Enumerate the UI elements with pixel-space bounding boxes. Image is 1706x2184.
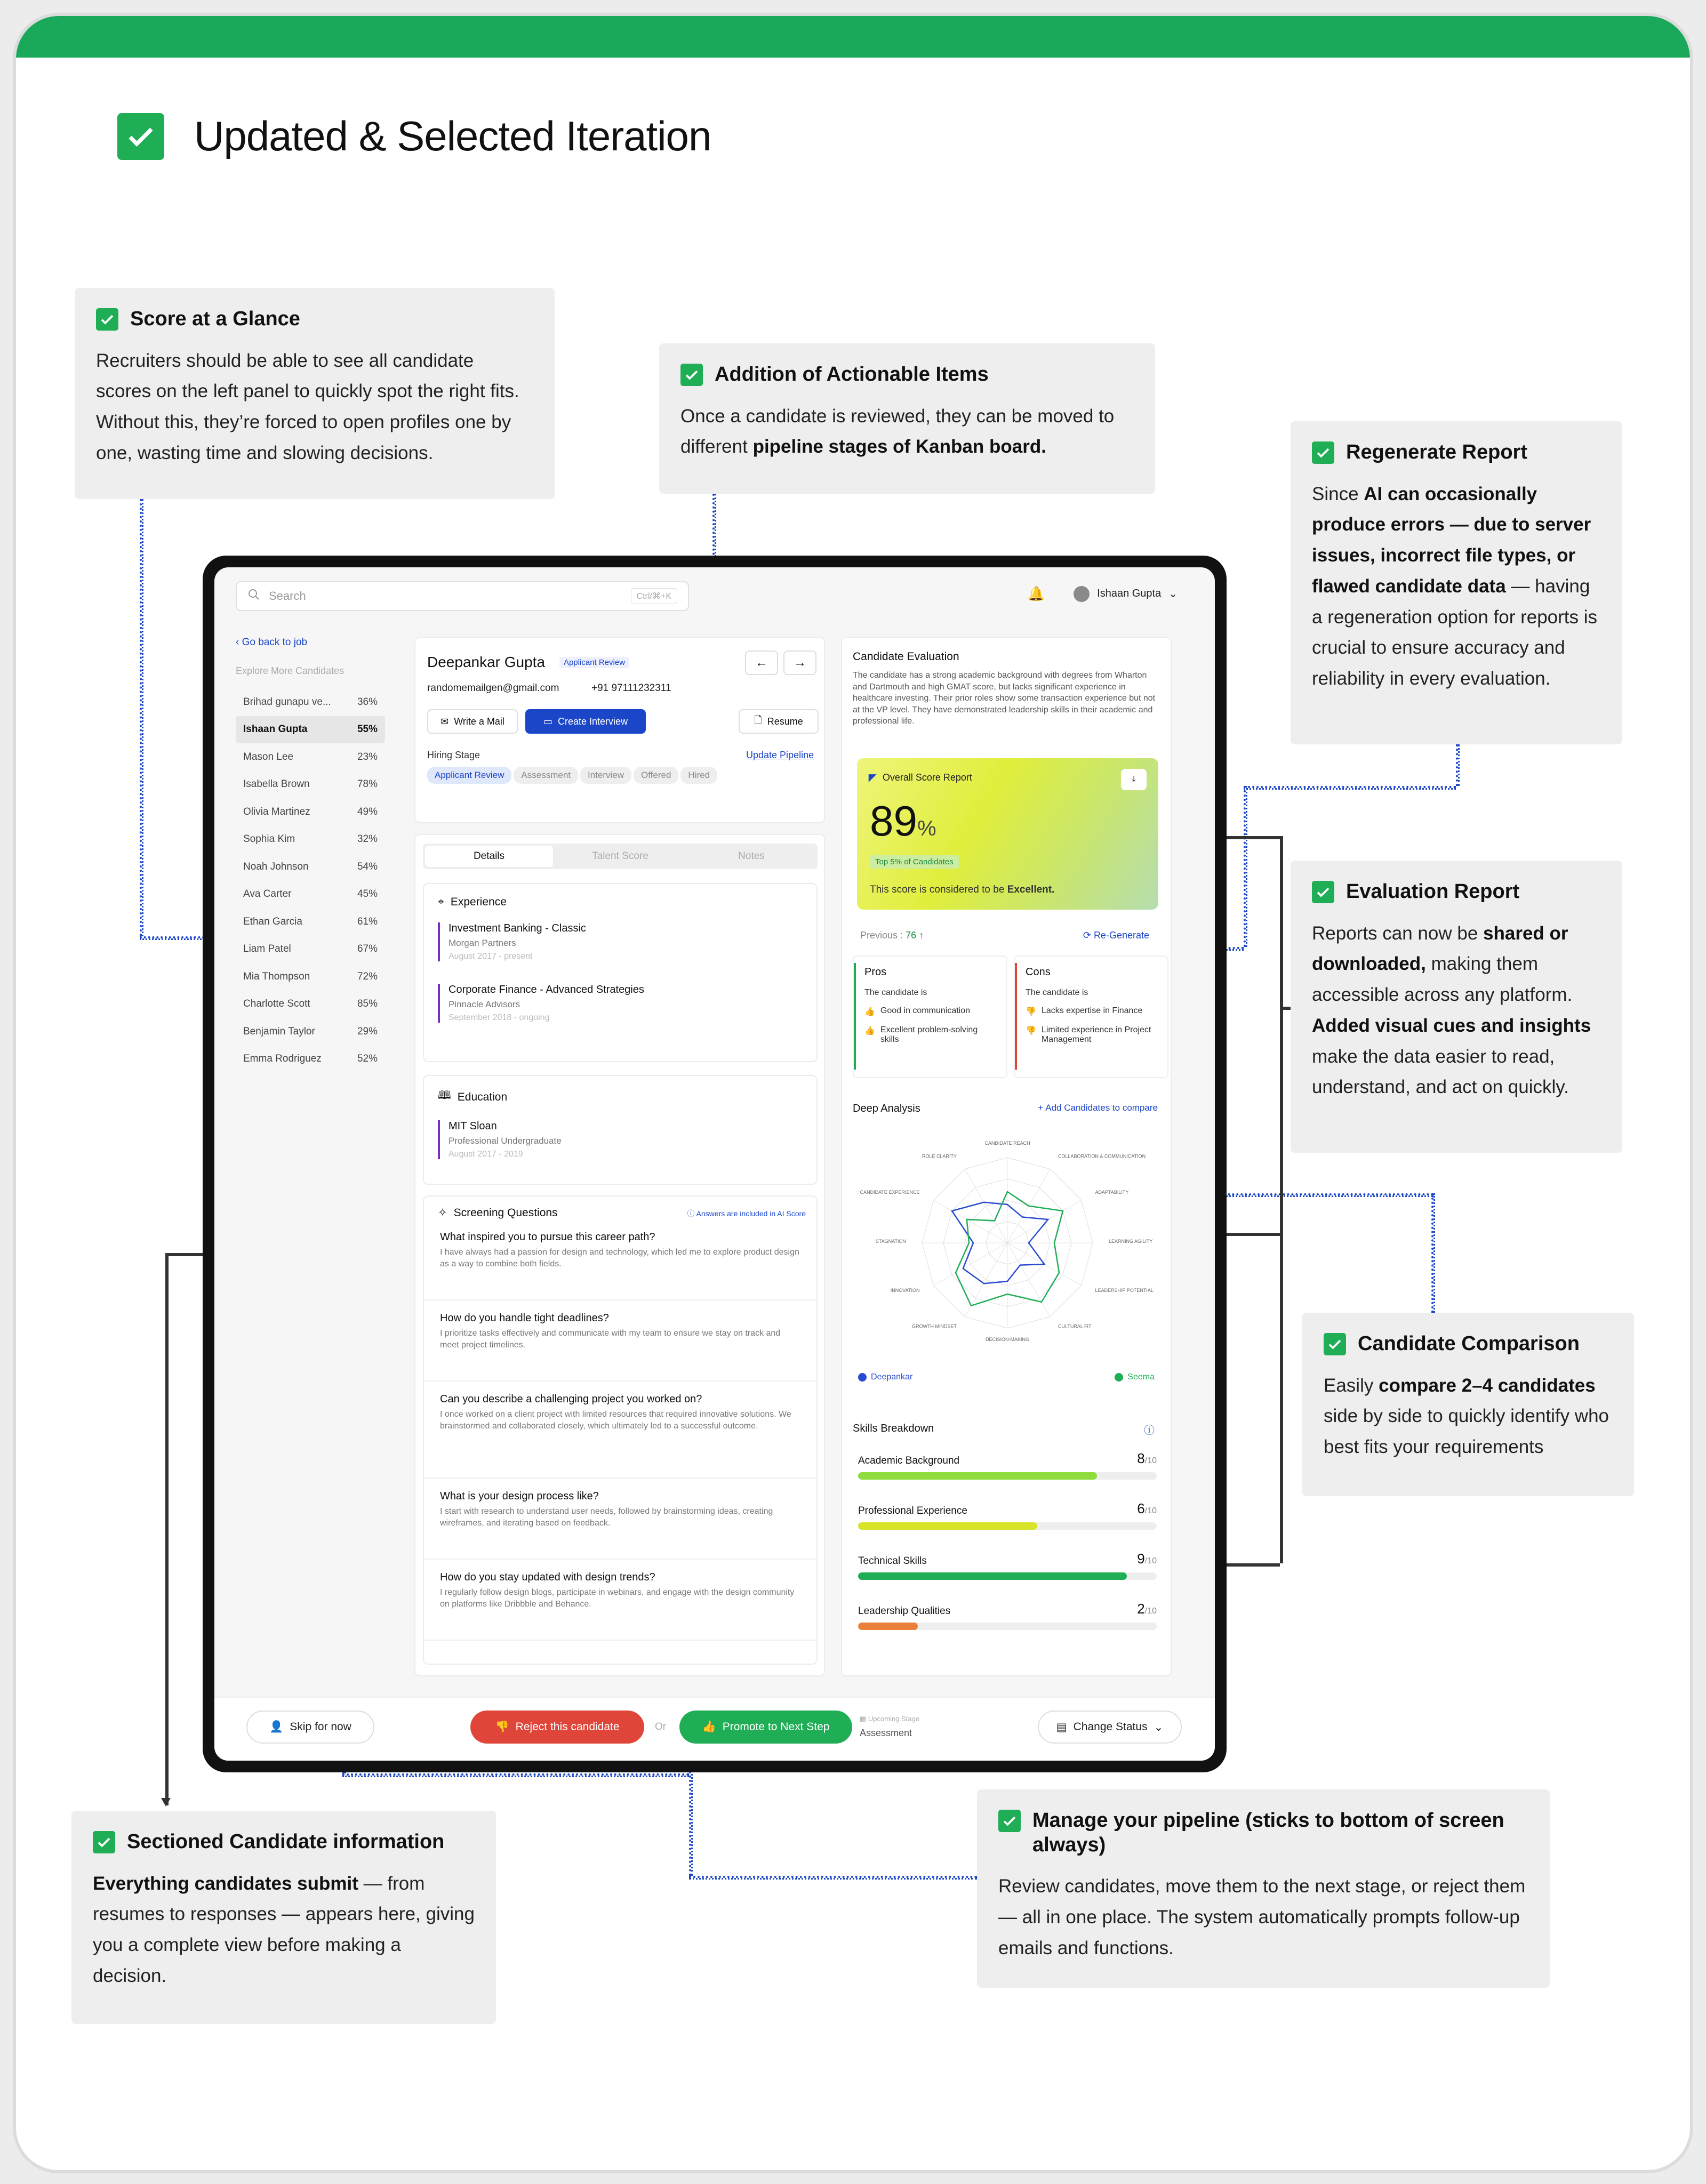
deep-analysis-title: Deep Analysis [853, 1103, 920, 1114]
candidate-score: 54% [357, 861, 378, 872]
thumbs-down-icon: 👎 [1026, 1026, 1036, 1035]
radar-axis [1007, 1243, 1050, 1317]
candidate-score: 55% [357, 724, 378, 735]
download-button[interactable] [1121, 769, 1147, 790]
skill-row [858, 1500, 1157, 1530]
radar-axis [1007, 1200, 1082, 1243]
connector-line [1456, 744, 1460, 786]
candidate-score: 32% [357, 833, 378, 845]
answer-text: I regularly follow design blogs, participate in webinars, and engage with the design community on platforms like Dribbble and Behance. [440, 1588, 795, 1609]
note-body: Review candidates, move them to the next stage, or reject them — all in one place. The system automatically prompts follow-up emails and functions. [998, 1876, 1526, 1958]
candidate-name: Noah Johnson [243, 861, 309, 872]
stage-chip[interactable]: Interview [580, 767, 631, 784]
calendar-icon: ▦ [860, 1715, 868, 1723]
score-card [857, 758, 1158, 910]
note-body: Since AI can occasionally produce errors — due to server issues, incorrect file types, or flawed candidate data — having a regeneration option for reports is crucial to ensure accuracy and reliability in every evaluation. [1312, 483, 1598, 689]
skill-bar [858, 1472, 1157, 1480]
skill-bar-fill [858, 1572, 1127, 1580]
score-verdict: This score is considered to be Excellent. [870, 884, 1055, 895]
pin-icon: ⌖ [438, 896, 444, 908]
radar-axis-label: COLLABORATION & COMMUNICATION [1058, 1153, 1146, 1159]
candidate-score: 78% [357, 778, 378, 790]
device-frame [203, 556, 1227, 1772]
resume-button[interactable]: 🗋 Resume [739, 709, 819, 734]
skill-value: 2/10 [1137, 1601, 1157, 1617]
candidate-row[interactable] [236, 853, 385, 881]
candidate-row[interactable] [236, 1046, 385, 1073]
tab-details[interactable]: Details [425, 846, 553, 867]
note-actionable-items [659, 343, 1155, 494]
user-name: Ishaan Gupta [1097, 588, 1162, 599]
candidate-score: 61% [357, 916, 378, 927]
candidate-row[interactable] [236, 963, 385, 991]
arrow-left-icon: ← [755, 655, 768, 670]
candidate-name: Ishaan Gupta [243, 724, 308, 735]
experience-item: Investment Banking - Classic Morgan Partners August 2017 - present [438, 922, 803, 961]
add-compare-button[interactable]: + Add Candidates to compare [1038, 1103, 1158, 1113]
candidate-row[interactable] [236, 771, 385, 799]
question-text: How do you handle tight deadlines? [440, 1312, 609, 1324]
candidate-name: Deepankar Gupta [427, 654, 546, 670]
candidate-name: Brihad gunapu ve... [243, 696, 331, 708]
stage-chip[interactable]: Assessment [514, 767, 578, 784]
note-sectioned-info [71, 1811, 496, 2024]
or-label: Or [655, 1721, 667, 1732]
status-icon: ▤ [1056, 1721, 1067, 1733]
candidate-row[interactable] [236, 908, 385, 936]
education-title: 🕮 Education [438, 1088, 803, 1106]
create-interview-button[interactable]: ▭ Create Interview [525, 709, 646, 734]
note-title: Score at a Glance [130, 308, 300, 330]
skill-value: 9/10 [1137, 1551, 1157, 1567]
thumbs-down-icon: 👎 [1026, 1007, 1036, 1016]
tab-talent-score[interactable]: Talent Score [592, 850, 648, 862]
back-link[interactable]: ‹ Go back to job [236, 637, 308, 648]
status-badge: Applicant Review [559, 657, 629, 668]
screening-title: ✧ Screening Questions [438, 1206, 558, 1219]
page-title: Updated & Selected Iteration [194, 113, 711, 159]
reject-button[interactable]: 👎 Reject this candidate [470, 1711, 644, 1744]
skill-bar [858, 1572, 1157, 1580]
pros-item: 👍 Good in communication [864, 1006, 971, 1016]
user-menu[interactable] [1028, 585, 1178, 602]
note-title: Evaluation Report [1346, 880, 1520, 903]
thumbs-up-icon: 👍 [702, 1721, 716, 1733]
answer-text: I start with research to understand user needs, followed by brainstorming ideas, creating wireframes, and iterating based on feedback. [440, 1507, 773, 1528]
note-title: Addition of Actionable Items [715, 363, 989, 386]
candidate-name: Mia Thompson [243, 970, 310, 982]
note-title: Manage your pipeline (sticks to bottom of screen always) [1032, 1809, 1504, 1856]
candidate-score: 85% [357, 998, 378, 1010]
connector-line [1244, 786, 1456, 790]
candidate-list-panel [236, 637, 385, 1073]
candidate-row[interactable] [236, 826, 385, 854]
radar-axis-label: LEADERSHIP POTENTIAL [1095, 1288, 1154, 1293]
overall-score: 89% [870, 797, 936, 845]
stage-chips [427, 767, 719, 784]
check-icon [680, 364, 703, 386]
experience-section [423, 883, 818, 1062]
candidate-name: Liam Patel [243, 943, 291, 955]
change-status-dropdown[interactable]: ▤ Change Status ⌄ [1038, 1711, 1182, 1744]
evaluation-summary: The candidate has a strong academic background with degrees from Wharton and Dartmouth and high GMAT score, but lacks significant experience in healthcare investing. Their prior roles show some transaction experience but not at the VP level. They have demonstrated leadership skills in their academic and professional life. [853, 671, 1156, 726]
answer-text: I have always had a passion for design and technology, which led me to explore product design as a way to combine both fields. [440, 1248, 799, 1269]
explore-label: Explore More Candidates [236, 665, 345, 676]
skill-bar [858, 1623, 1157, 1630]
candidate-email: randomemailgen@gmail.com [427, 682, 559, 694]
radar-axis-label: CANDIDATE EXPERIENCE [860, 1190, 920, 1195]
candidate-row[interactable] [236, 716, 385, 744]
note-manage-pipeline [977, 1789, 1550, 1988]
note-title: Sectioned Candidate information [127, 1830, 445, 1853]
connector-line [165, 1253, 169, 1805]
stage-chip[interactable]: Hired [680, 767, 717, 784]
upcoming-stage-label: ▦ Upcoming Stage [860, 1715, 920, 1723]
connector-line [1280, 836, 1283, 1563]
pros-item: 👍 Excellent problem-solving skills [864, 1025, 978, 1044]
candidate-score: 23% [357, 751, 378, 762]
search-icon [247, 588, 260, 604]
note-body: Reports can now be shared or downloaded, making them accessible across any platform. Added visual cues and insights make the data easier to read, understand, and act on quickly. [1312, 922, 1591, 1098]
write-mail-button[interactable]: ✉ Write a Mail [427, 709, 518, 734]
note-regenerate-report [1291, 421, 1622, 744]
chevron-down-icon: ⌄ [1168, 588, 1178, 600]
cons-title: Cons [1026, 966, 1051, 978]
page-header [117, 112, 711, 160]
candidate-name: Ava Carter [243, 888, 292, 900]
candidate-row[interactable] [236, 688, 385, 716]
candidate-score: 29% [357, 1025, 378, 1037]
next-candidate-button[interactable] [783, 651, 816, 675]
search-input[interactable] [236, 581, 689, 611]
promote-button[interactable]: 👍 Promote to Next Step [679, 1711, 852, 1744]
plus-icon: + [1038, 1103, 1046, 1113]
cons-item: 👎 Lacks expertise in Finance [1026, 1006, 1143, 1016]
evaluation-panel [841, 637, 1172, 1676]
sparkle-icon: ✧ [438, 1207, 447, 1219]
radar-axis-label: CULTURAL FIT [1058, 1323, 1092, 1329]
evaluation-title: Candidate Evaluation [853, 651, 959, 663]
skill-value: 8/10 [1137, 1450, 1157, 1466]
answer-text: I once worked on a client project with limited resources that required innovative solutions. We brainstormed and collaborated closely, which ultimately led to a successful outcome. [440, 1410, 791, 1431]
candidate-name: Ethan Garcia [243, 916, 302, 927]
app-screen [214, 567, 1215, 1761]
connector-line [1244, 786, 1247, 947]
note-body: Recruiters should be able to see all candidate scores on the left panel to quickly spot the right fits. Without this, they’re forced to open profiles one by one, wasting time and slowing decisions. [96, 350, 519, 463]
skill-name: Leadership Qualities [858, 1605, 951, 1617]
arrow-up-icon: ↑ [916, 930, 924, 941]
radar-series [956, 1192, 1063, 1306]
skill-row [858, 1601, 1157, 1630]
avatar [1074, 586, 1090, 602]
candidate-score: 52% [357, 1053, 378, 1065]
bell-icon[interactable]: 🔔 [1027, 585, 1045, 601]
candidate-name: Isabella Brown [243, 778, 310, 790]
top-badge: Top 5% of Candidates [870, 855, 959, 869]
radar-axis-label: INNOVATION [890, 1288, 920, 1293]
connector-line [1280, 1007, 1291, 1010]
question-text: What is your design process like? [440, 1490, 599, 1502]
details-card [414, 834, 825, 1676]
check-icon [1324, 1333, 1346, 1355]
cons-accent [1015, 963, 1017, 1070]
candidate-score: 49% [357, 806, 378, 817]
candidate-row[interactable] [236, 881, 385, 909]
note-candidate-comparison [1302, 1313, 1634, 1496]
check-icon [93, 1831, 115, 1853]
arrow-down-icon [161, 1798, 171, 1806]
candidate-list [236, 688, 385, 1073]
connector-line [1431, 1193, 1435, 1313]
note-score-at-glance [75, 288, 555, 499]
update-pipeline-link[interactable]: Update Pipeline [746, 750, 814, 760]
download-icon: ⤓ [1132, 775, 1136, 784]
skill-bar-fill [858, 1472, 1097, 1480]
skill-name: Academic Background [858, 1455, 960, 1466]
pipeline-action-bar [214, 1697, 1215, 1761]
check-icon [1312, 441, 1334, 464]
user-icon: 👤 [269, 1721, 284, 1733]
previous-score: Previous : 76 ↑ [860, 930, 924, 941]
info-icon[interactable]: ⓘ [1144, 1425, 1155, 1436]
upcoming-stage-value: Assessment [860, 1728, 912, 1738]
stage-chip[interactable]: Applicant Review [427, 767, 511, 784]
education-item: MIT Sloan Professional Undergraduate August 2017 - 2019 [438, 1120, 803, 1159]
screening-question [424, 1219, 816, 1300]
screening-question [424, 1382, 816, 1479]
note-body: Once a candidate is reviewed, they can be moved to different pipeline stages of Kanban board. [680, 405, 1115, 457]
question-list [424, 1219, 816, 1641]
screening-question [424, 1300, 816, 1382]
ai-score-note: ⓘ Answers are included in AI Score [687, 1209, 806, 1218]
pros-intro: The candidate is [864, 988, 927, 997]
skill-bar-fill [858, 1623, 918, 1630]
candidate-name: Sophia Kim [243, 833, 295, 845]
connector-line [689, 1876, 977, 1880]
radar-axis-label: CANDIDATE REACH [984, 1141, 1030, 1146]
thumbs-up-icon: 👍 [864, 1026, 875, 1035]
logo-icon: ◤ [869, 772, 876, 783]
radar-axis-label: GROWTH MINDSET [912, 1323, 957, 1329]
regenerate-button[interactable]: ⟳ Re-Generate [1083, 930, 1149, 941]
radar-chart [853, 1123, 1162, 1363]
check-icon [998, 1810, 1021, 1832]
prev-candidate-button[interactable] [745, 651, 778, 675]
score-card-header: ◤ Overall Score Report [869, 772, 972, 783]
candidate-row[interactable] [236, 743, 385, 771]
pros-box [853, 956, 1007, 1078]
note-title: Candidate Comparison [1358, 1332, 1580, 1355]
radar-axis-label: ROLE CLARITY [922, 1153, 957, 1159]
thumbs-up-icon: 👍 [864, 1007, 875, 1016]
check-icon [117, 113, 164, 160]
note-body: Everything candidates submit — from resumes to responses — appears here, giving you a complete view before making a decision. [93, 1873, 475, 1986]
cons-intro: The candidate is [1026, 988, 1088, 997]
mail-icon: ✉ [440, 716, 449, 727]
candidate-name: Olivia Martinez [243, 806, 310, 817]
candidate-score: 45% [357, 888, 378, 900]
check-icon [96, 308, 118, 331]
radar-axis-label: ADAPTABILITY [1095, 1190, 1129, 1195]
skill-value: 6/10 [1137, 1500, 1157, 1516]
education-section [423, 1075, 818, 1185]
skill-row [858, 1450, 1157, 1480]
experience-item: Corporate Finance - Advanced Strategies Pinnacle Advisors September 2018 - ongoing [438, 984, 803, 1023]
video-icon: ▭ [543, 716, 552, 727]
candidate-name: Emma Rodriguez [243, 1053, 322, 1065]
question-text: Can you describe a challenging project you worked on? [440, 1393, 702, 1405]
question-text: How do you stay updated with design trends? [440, 1571, 655, 1583]
candidate-row[interactable] [236, 991, 385, 1018]
chevron-left-icon: ‹ [236, 637, 242, 648]
candidate-row[interactable] [236, 936, 385, 963]
candidate-name: Mason Lee [243, 751, 294, 762]
search-placeholder: Search [269, 589, 306, 603]
candidate-row[interactable] [236, 1018, 385, 1046]
stage-chip[interactable]: Offered [634, 767, 678, 784]
candidate-name: Charlotte Scott [243, 998, 310, 1010]
skip-button[interactable]: 👤 Skip for now [246, 1711, 374, 1744]
cons-item: 👎 Limited experience in Project Management [1026, 1025, 1151, 1044]
radar-axis-label: DECISION-MAKING [985, 1337, 1030, 1342]
connector-line [140, 499, 143, 936]
legend-dot [1115, 1373, 1123, 1382]
refresh-icon: ⟳ [1083, 930, 1094, 941]
skill-name: Professional Experience [858, 1505, 967, 1516]
legend-dot [858, 1373, 867, 1382]
hiring-stage-label: Hiring Stage [427, 750, 480, 760]
screening-section [423, 1195, 818, 1665]
pros-title: Pros [864, 966, 887, 978]
screening-question [424, 1479, 816, 1560]
radar-axis-label: LEARNING AGILITY [1109, 1239, 1153, 1244]
screening-question [424, 1560, 816, 1641]
legend-item: Seema [1115, 1372, 1155, 1382]
skill-bar [858, 1522, 1157, 1530]
page-card [16, 16, 1690, 2170]
chevron-down-icon: ⌄ [1154, 1721, 1164, 1733]
tab-notes[interactable]: Notes [738, 850, 765, 862]
legend-item: Deepankar [858, 1372, 912, 1382]
skills-title: Skills Breakdown [853, 1423, 934, 1434]
note-body: Easily compare 2–4 candidates side by side to quickly identify who best fits your requirements [1324, 1375, 1609, 1458]
book-icon: 🕮 [438, 1089, 451, 1102]
candidate-name: Benjamin Taylor [243, 1025, 315, 1037]
connector-line [342, 1773, 689, 1777]
candidate-score: 72% [357, 970, 378, 982]
candidate-score: 67% [357, 943, 378, 955]
check-icon [1312, 881, 1334, 903]
app-topbar [236, 581, 1194, 614]
answer-text: I prioritize tasks effectively and communicate with my team to ensure we stay on track and meet project timelines. [440, 1329, 781, 1350]
skill-bar-fill [858, 1522, 1037, 1530]
thumbs-down-icon: 👎 [495, 1721, 509, 1733]
skill-name: Technical Skills [858, 1555, 927, 1567]
shortcut-hint: Ctrl/⌘+K [631, 588, 677, 604]
skill-row [858, 1551, 1157, 1580]
cons-box [1014, 956, 1168, 1078]
top-accent-bar [16, 16, 1690, 58]
experience-title: ⌖ Experience [438, 896, 507, 908]
candidate-score: 36% [357, 696, 378, 708]
info-icon: ⓘ [687, 1209, 696, 1218]
radar-axis-label: STAGNATION [875, 1239, 906, 1244]
candidate-phone: +91 97111232311 [591, 682, 671, 694]
tabs [423, 844, 818, 869]
profile-header-card [414, 637, 825, 823]
note-evaluation-report [1291, 861, 1622, 1153]
pros-accent [854, 963, 856, 1070]
question-text: What inspired you to pursue this career path? [440, 1231, 655, 1243]
arrow-right-icon: → [794, 655, 806, 670]
note-title: Regenerate Report [1346, 441, 1527, 463]
file-icon: 🗋 [754, 714, 762, 725]
radar-axis [933, 1200, 1007, 1243]
candidate-row[interactable] [236, 798, 385, 826]
